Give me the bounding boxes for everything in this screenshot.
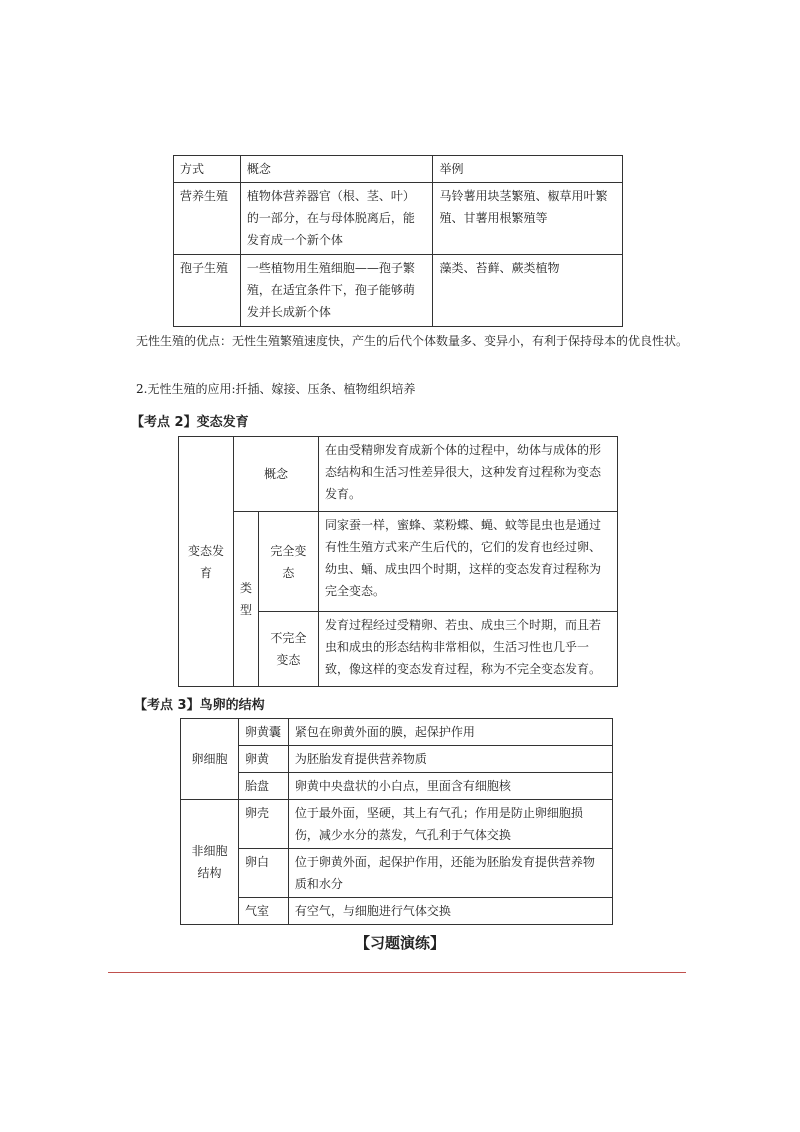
table-row — [179, 512, 618, 612]
table-row — [181, 800, 613, 849]
table-header-row — [174, 156, 623, 183]
incomplete-metamorphosis-text: 发育过程经过受精卵、若虫、成虫三个时期，而且若虫和成虫的形态结构非常相似，生活习性也几乎一致，像这样的变态发育过程，称为不完全变态发育。 — [318, 612, 617, 687]
egg-cell-label: 卵细胞 — [181, 719, 239, 800]
part-name: 卵黄 — [238, 746, 288, 773]
part-description: 位于最外面，坚硬，其上有气孔；作用是防止卵细胞损伤，减少水分的蒸发，气孔利于气体交换 — [288, 800, 612, 849]
concept-label: 概念 — [234, 437, 319, 512]
complete-metamorphosis-text: 同家蚕一样，蜜蜂、菜粉蝶、蝇、蚊等昆虫也是通过有性生殖方式来产生后代的，它们的发育也经过卵、幼虫、蛹、成虫四个时期，这样的变态发育过程称为完全变态。 — [318, 512, 617, 612]
metamorphosis-label-text: 变态发育 — [187, 543, 224, 580]
concept-text: 在由受精卵发育成新个体的过程中，幼体与成体的形态结构和生活习性差异很大，这种发育过程称为变态发育。 — [318, 437, 617, 512]
type-label-text: 类型 — [239, 581, 252, 617]
bird-egg-table — [180, 718, 613, 925]
cell-method: 营养生殖 — [174, 183, 241, 255]
header-method: 方式 — [174, 156, 241, 183]
table-row — [181, 898, 613, 925]
cell-concept: 一些植物用生殖细胞——孢子繁殖，在适宜条件下，孢子能够萌发并长成新个体 — [240, 255, 433, 327]
cell-method: 孢子生殖 — [174, 255, 241, 327]
reproduction-table — [173, 155, 623, 327]
asexual-applications-paragraph: 2.无性生殖的应用:扦插、嫁接、压条、植物组织培养 — [136, 382, 416, 396]
complete-metamorphosis-label — [258, 512, 318, 612]
cell-example: 藻类、苔藓、蕨类植物 — [433, 255, 623, 327]
part-description: 有空气，与细胞进行气体交换 — [288, 898, 612, 925]
part-description: 位于卵黄外面，起保护作用，还能为胚胎发育提供营养物质和水分 — [288, 849, 612, 898]
table-row — [174, 183, 623, 255]
part-description: 为胚胎发育提供营养物质 — [288, 746, 612, 773]
non-cell-structure-label — [181, 800, 239, 925]
table-row — [181, 773, 613, 800]
header-example: 举例 — [433, 156, 623, 183]
type-label — [234, 512, 259, 687]
asexual-advantages-paragraph: 无性生殖的优点：无性生殖繁殖速度快，产生的后代个体数量多、变异小，有利于保持母本的优良性状。 — [136, 334, 689, 348]
header-concept: 概念 — [240, 156, 433, 183]
cell-example: 马铃薯用块茎繁殖、椒草用叶繁殖、甘薯用根繁殖等 — [433, 183, 623, 255]
incomplete-metamorphosis-label — [258, 612, 318, 687]
section-heading-3: 【考点 3】鸟卵的结构 — [134, 698, 265, 713]
table-row — [174, 255, 623, 327]
part-name: 气室 — [238, 898, 288, 925]
part-name: 卵黄囊 — [238, 719, 288, 746]
metamorphosis-label — [179, 437, 234, 687]
non-cell-label-text: 非细胞结构 — [191, 844, 228, 880]
table-row — [179, 437, 618, 512]
part-name: 胎盘 — [238, 773, 288, 800]
part-name: 卵壳 — [238, 800, 288, 849]
cell-concept: 植物体营养器官（根、茎、叶）的一部分，在与母体脱离后，能发育成一个新个体 — [240, 183, 433, 255]
table-row — [181, 719, 613, 746]
part-description: 卵黄中央盘状的小白点，里面含有细胞核 — [288, 773, 612, 800]
section-heading-2: 【考点 2】变态发育 — [131, 415, 249, 430]
metamorphosis-table — [178, 436, 618, 687]
exercise-section-title: 【习题演练】 — [354, 934, 445, 952]
complete-label-text: 完全变态 — [270, 543, 307, 580]
divider-line — [108, 972, 686, 973]
incomplete-label-text: 不完全变态 — [270, 631, 307, 667]
part-name: 卵白 — [238, 849, 288, 898]
table-row — [181, 849, 613, 898]
part-description: 紧包在卵黄外面的膜，起保护作用 — [288, 719, 612, 746]
table-row — [181, 746, 613, 773]
